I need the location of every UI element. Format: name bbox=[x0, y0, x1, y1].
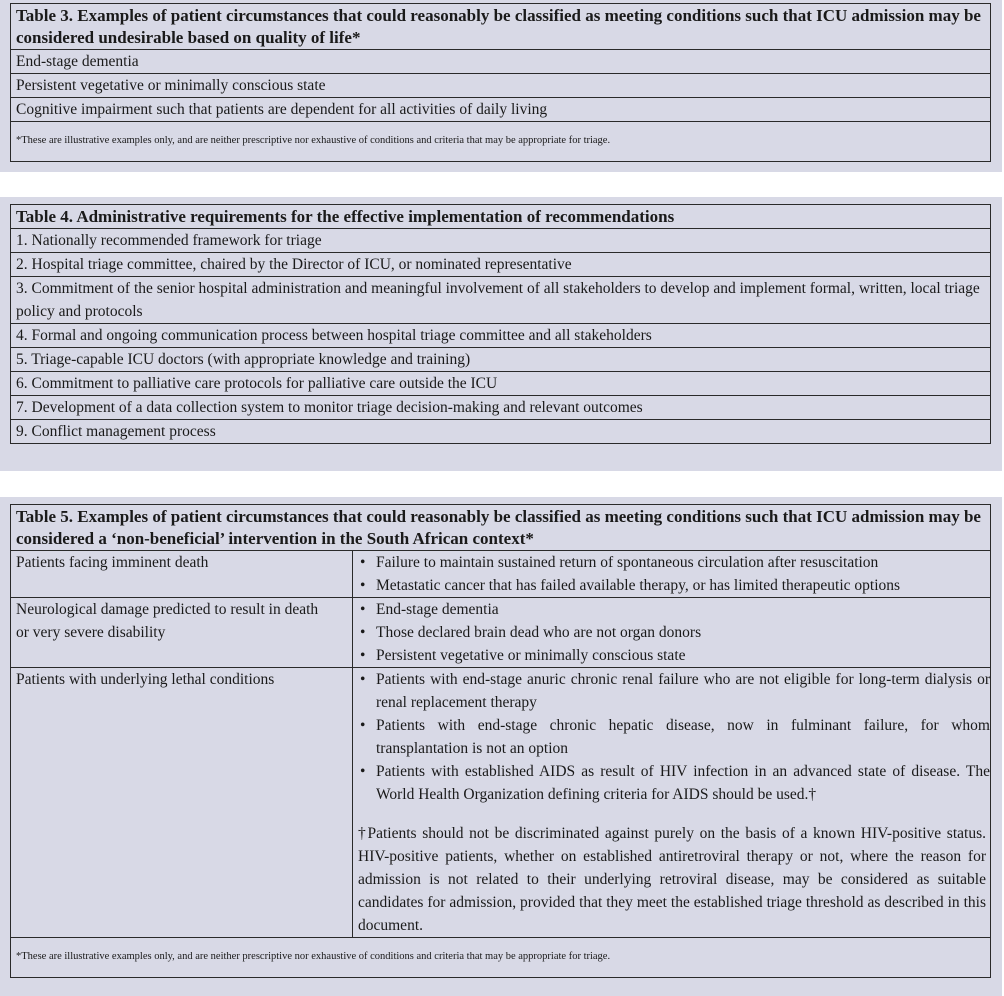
table3-title: Table 3. Examples of patient circumstances that could reasonably be classified as meeting conditions such that ICU admission may be considered undesirable based on quality of life* bbox=[11, 4, 991, 50]
table5-note: *These are illustrative examples only, and are neither prescriptive nor exhaustive of conditions and criteria that may be appropriate for triage. bbox=[11, 938, 991, 978]
list-item: • Those declared brain dead who are not organ donors bbox=[358, 621, 990, 644]
table5 bbox=[10, 504, 991, 978]
table5-row-items bbox=[353, 598, 991, 668]
table5-row-label: Patients facing imminent death bbox=[11, 551, 353, 598]
table4 bbox=[10, 204, 991, 444]
list-item: • Patients with end-stage anuric chronic renal failure who are not eligible for long-term dialysis or renal replacement therapy bbox=[358, 668, 990, 714]
list-item: • Persistent vegetative or minimally conscious state bbox=[358, 644, 990, 667]
table4-panel bbox=[0, 197, 1002, 471]
table-row: Cognitive impairment such that patients are dependent for all activities of daily living bbox=[11, 98, 991, 122]
list-item: • Failure to maintain sustained return of spontaneous circulation after resuscitation bbox=[358, 551, 990, 574]
table-row: 7. Development of a data collection system to monitor triage decision-making and relevant outcomes bbox=[11, 396, 991, 420]
table3-panel bbox=[0, 0, 1002, 172]
table-row: 3. Commitment of the senior hospital administration and meaningful involvement of all stakeholders to develop and implement formal, written, local triage policy and protocols bbox=[11, 277, 991, 324]
table-row: 2. Hospital triage committee, chaired by the Director of ICU, or nominated representative bbox=[11, 253, 991, 277]
table5-panel bbox=[0, 497, 1002, 996]
table-row: 1. Nationally recommended framework for triage bbox=[11, 229, 991, 253]
table-row: 5. Triage-capable ICU doctors (with appropriate knowledge and training) bbox=[11, 348, 991, 372]
list-item: • Metastatic cancer that has failed available therapy, or has limited therapeutic options bbox=[358, 574, 990, 597]
hiv-footnote: †Patients should not be discriminated against purely on the basis of a known HIV-positive status. HIV-positive patients, whether on established antiretroviral therapy or not, where the reason for admission is not related to their underlying retroviral disease, may be considered as suitable candidates for admission, provided that they meet the established triage threshold as described in this document. bbox=[358, 825, 986, 934]
table5-row-items bbox=[353, 668, 991, 938]
list-item: • End-stage dementia bbox=[358, 598, 990, 621]
table5-title: Table 5. Examples of patient circumstances that could reasonably be classified as meeting conditions such that ICU admission may be considered a ‘non-beneficial’ intervention in the South African context* bbox=[11, 505, 991, 551]
table-row: Persistent vegetative or minimally conscious state bbox=[11, 74, 991, 98]
table5-row-items bbox=[353, 551, 991, 598]
table5-row-label: Neurological damage predicted to result in death or very severe disability bbox=[11, 598, 353, 668]
table3-note: *These are illustrative examples only, and are neither prescriptive nor exhaustive of conditions and criteria that may be appropriate for triage. bbox=[11, 122, 991, 162]
table-row: 6. Commitment to palliative care protocols for palliative care outside the ICU bbox=[11, 372, 991, 396]
table3 bbox=[10, 3, 991, 162]
table-row: End-stage dementia bbox=[11, 50, 991, 74]
table-row: 4. Formal and ongoing communication process between hospital triage committee and all stakeholders bbox=[11, 324, 991, 348]
table-row: 9. Conflict management process bbox=[11, 420, 991, 444]
table4-title: Table 4. Administrative requirements for the effective implementation of recommendations bbox=[11, 205, 991, 229]
table5-row-label: Patients with underlying lethal conditions bbox=[11, 668, 353, 938]
list-item: • Patients with end-stage chronic hepatic disease, now in fulminant failure, for whom transplantation is not an option bbox=[358, 714, 990, 760]
list-item: • Patients with established AIDS as result of HIV infection in an advanced state of disease. The World Health Organization defining criteria for AIDS should be used.† bbox=[358, 760, 990, 806]
